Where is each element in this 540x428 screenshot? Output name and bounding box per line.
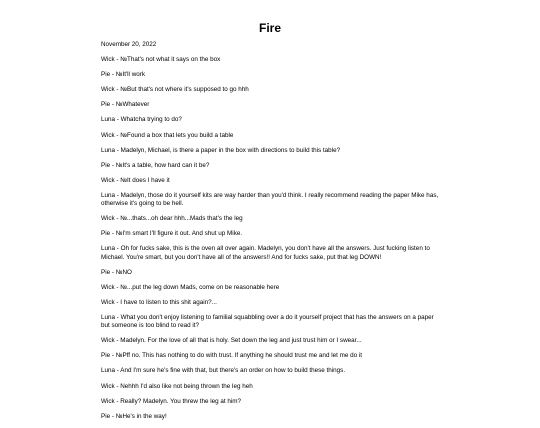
chat-line: Luna - And I'm sure he's fine with that, but there's an order on how to build these things.	[101, 367, 346, 375]
chat-line: Luna - Oh for fucks sake, this is the oven all over again. Madelyn, you don't have all the answers. Just fucking listen to Michael. You're smart, but you don't have all of the answers!! And for fucks sake, put that leg DOWN!	[101, 245, 430, 261]
chat-line: Wick - Really? Madelyn. You threw the leg at him?	[101, 397, 241, 405]
document-title: Fire	[258, 21, 281, 35]
chat-line: Luna - Madelyn, those do it yourself kits are way harder than you'd think. I really recommend reading the paper Mike has, otherwise it's going to be hell.	[101, 191, 439, 208]
chat-line: Pie - №It's a table, how hard can it be?	[101, 161, 210, 169]
document-date: November 20, 2022	[101, 41, 157, 48]
chat-line: Luna - What you don't enjoy listening to familial squabbling over a do it yourself project that has the answers on a paper but someone is too blind to read it?	[101, 314, 434, 330]
chat-line: Pie - №I'm smart I'll figure it out. And shut up Mike.	[101, 230, 243, 238]
chat-line: Luna - Whatcha trying to do?	[101, 116, 182, 124]
chat-line: Pie - №Pff no. This has nothing to do with trust. If anything he should trust me and let me do it	[101, 352, 362, 360]
chat-line: Wick - I have to listen to this shit again?...	[101, 298, 217, 306]
chat-line: Wick - Madelyn. For the love of all that is holy. Set down the leg and just trust him or I swear...	[101, 337, 362, 345]
chat-line: Wick - №...put the leg down Mads, come on be reasonable here	[101, 283, 280, 291]
chat-line: Pie - №He's in the way!	[101, 412, 167, 420]
chat-line: Luna - Madelyn, Michael, is there a paper in the box with directions to build this table?	[101, 146, 341, 154]
chat-line: Wick - №That's not what it says on the box	[101, 56, 221, 64]
chat-line: Wick - №It does I have it	[101, 176, 170, 184]
chat-line: Pie - №NO	[101, 268, 132, 276]
document-body	[101, 41, 441, 428]
chat-line: Wick - №Found a box that lets you build a table	[101, 131, 234, 139]
chat-line: Pie - №It'll work	[101, 71, 145, 79]
chat-line: Wick - №...thats...oh dear hhh...Mads that's the leg	[101, 215, 243, 223]
chat-line: Wick - №But that's not where it's supposed to go hhh	[101, 86, 249, 94]
chat-line: Wick - Nehhh I'd also like not being thrown the leg heh	[101, 382, 253, 390]
chat-line: Pie - №Whatever	[101, 101, 150, 109]
